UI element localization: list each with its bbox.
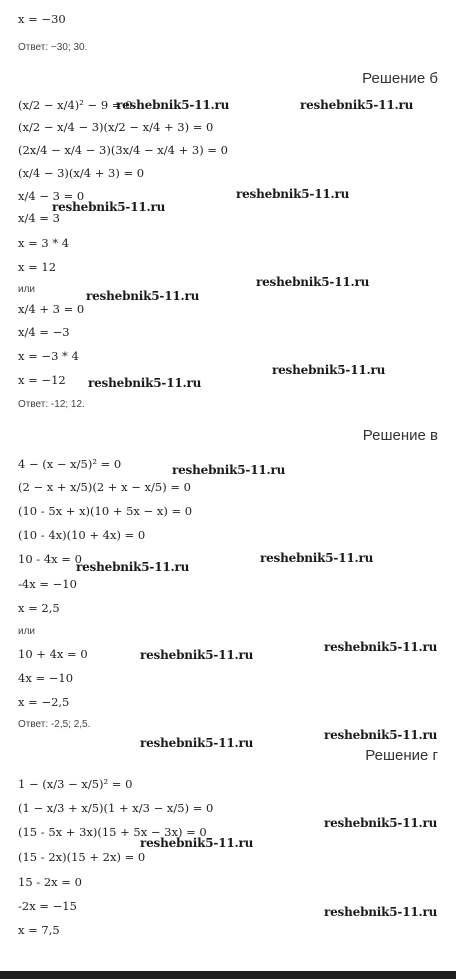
watermark: reshebnik5-11.ru	[236, 187, 350, 201]
watermark: reshebnik5-11.ru	[260, 551, 374, 565]
section-header-d: Решение г	[365, 747, 438, 764]
solution-line: 10 - 4x = 0	[18, 552, 82, 566]
solution-line: 4 − (x − x/5)² = 0	[18, 457, 122, 471]
watermark: reshebnik5-11.ru	[324, 816, 438, 830]
watermark: reshebnik5-11.ru	[86, 289, 200, 303]
or-text: или	[18, 626, 36, 637]
watermark: reshebnik5-11.ru	[324, 905, 438, 919]
solution-line: x = 12	[18, 260, 57, 274]
watermark: reshebnik5-11.ru	[256, 275, 370, 289]
watermark: reshebnik5-11.ru	[140, 736, 254, 750]
watermark: reshebnik5-11.ru	[324, 640, 438, 654]
section-header-c: Решение в	[362, 427, 438, 444]
solution-line: x/4 = 3	[18, 211, 60, 225]
watermark: reshebnik5-11.ru	[300, 98, 414, 112]
solution-line: x = 3 * 4	[18, 236, 70, 250]
watermark: reshebnik5-11.ru	[52, 200, 166, 214]
solution-line: (2 − x + x/5)(2 + x − x/5) = 0	[18, 480, 191, 494]
watermark: reshebnik5-11.ru	[272, 363, 386, 377]
watermark: reshebnik5-11.ru	[140, 648, 254, 662]
solution-line: 15 - 2x = 0	[18, 875, 82, 889]
solution-line: 10 + 4x = 0	[18, 647, 88, 661]
or-text: или	[18, 284, 36, 295]
watermark: reshebnik5-11.ru	[88, 376, 202, 390]
solution-line: x/4 = −3	[18, 325, 70, 339]
solution-line: x/4 − 3 = 0	[18, 189, 85, 203]
watermark: reshebnik5-11.ru	[76, 560, 190, 574]
solution-line: -2x = −15	[18, 899, 77, 913]
solution-line: (15 - 2x)(15 + 2x) = 0	[18, 850, 146, 864]
answer-text: Ответ: -2,5; 2,5.	[18, 719, 91, 730]
solution-line: (10 - 4x)(10 + 4x) = 0	[18, 528, 146, 542]
solution-line: x = −2,5	[18, 695, 70, 709]
solution-line: (x/2 − x/4 − 3)(x/2 − x/4 + 3) = 0	[18, 120, 214, 134]
solution-line: 4x = −10	[18, 671, 74, 685]
solution-line: (2x/4 − x/4 − 3)(3x/4 − x/4 + 3) = 0	[18, 143, 228, 157]
solution-line: 1 − (x/3 − x/5)² = 0	[18, 777, 133, 791]
bottom-bar	[0, 971, 456, 979]
solution-line: x = −30	[18, 12, 66, 26]
solution-line: (15 - 5x + 3x)(15 + 5x − 3x) = 0	[18, 825, 207, 839]
watermark: reshebnik5-11.ru	[140, 836, 254, 850]
solution-line: (x/2 − x/4)² − 9 = 0	[18, 98, 133, 112]
solution-line: x = 2,5	[18, 601, 60, 615]
solution-line: x = 7,5	[18, 923, 60, 937]
solution-line: x = −12	[18, 373, 66, 387]
watermark: reshebnik5-11.ru	[172, 463, 286, 477]
solution-line: -4x = −10	[18, 577, 77, 591]
watermark: reshebnik5-11.ru	[116, 98, 230, 112]
solution-line: (x/4 − 3)(x/4 + 3) = 0	[18, 166, 145, 180]
solution-line: x/4 + 3 = 0	[18, 302, 85, 316]
watermark: reshebnik5-11.ru	[324, 728, 438, 742]
solution-line: x = −3 * 4	[18, 349, 79, 363]
solution-line: (10 - 5x + x)(10 + 5x − x) = 0	[18, 504, 193, 518]
solution-line: (1 − x/3 + x/5)(1 + x/3 − x/5) = 0	[18, 801, 214, 815]
answer-text: Ответ: −30; 30.	[18, 42, 88, 53]
section-header-b: Решение б	[362, 70, 438, 87]
answer-text: Ответ: -12; 12.	[18, 399, 85, 410]
